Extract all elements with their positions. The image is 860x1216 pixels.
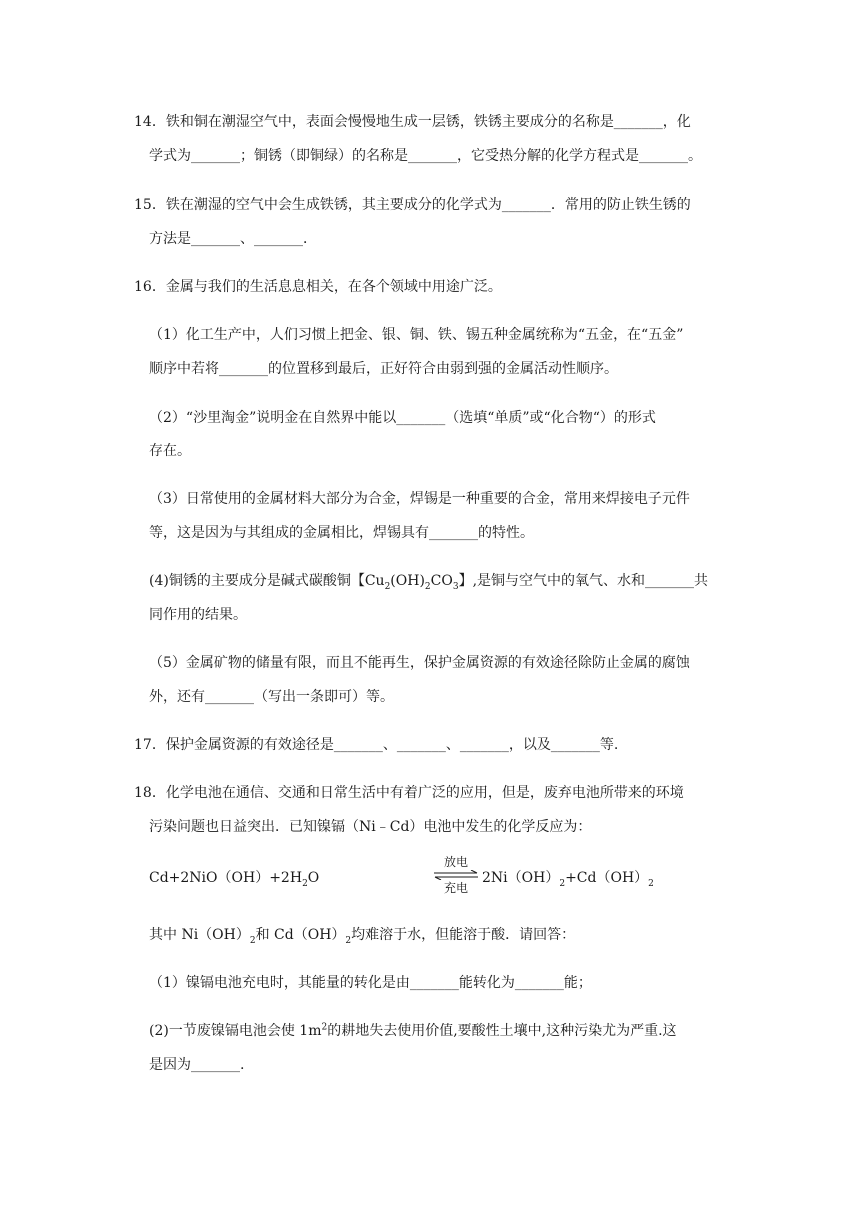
equation-left <box>149 868 319 888</box>
q18-note-text-b: 和 Cd（OH） <box>255 927 346 943</box>
q16-part5-line-2: 外，还有_______（写出一条即可）等。 <box>149 689 394 705</box>
q16-part4-line-1 <box>149 571 708 591</box>
q18-line-1: 18．化学电池在通信、交通和日常生活中有着广泛的应用，但是，废弃电池所带来的环境 <box>134 785 684 801</box>
q16-part4-text-b: (OH) <box>390 573 425 589</box>
equation-left-text-b: O <box>307 870 320 886</box>
q16-part4-sub-2: 2 <box>424 581 431 592</box>
q17-line-1: 17．保护金属资源的有效途径是_______、_______、_______，以及_______等. <box>134 737 619 753</box>
arrow-label-charge: 充电 <box>443 881 468 895</box>
q16-part4-sub-1: 2 <box>384 581 391 592</box>
q18-note-sub-1: 2 <box>249 935 256 946</box>
equation-right-text-a: 2Ni（OH） <box>482 870 560 886</box>
equilibrium-arrow-icon <box>432 870 480 880</box>
q18-part2-text-a: (2)一节废镍镉电池会使 1m <box>149 1023 322 1039</box>
q18-part2-text-b: 的耕地失去使用价值,要酸性土壤中,这种污染尤为严重.这 <box>327 1023 677 1039</box>
q14-line-2: 学式为_______；铜锈（即铜绿）的名称是_______，它受热分解的化学方程式是_______。 <box>149 148 702 164</box>
q18-line-2: 污染问题也日益突出．已知镍镉（Ni﹣Cd）电池中发生的化学反应为： <box>149 819 592 835</box>
q18-part2-line-1 <box>149 1021 677 1041</box>
q16-part5-line-1: （5）金属矿物的储量有限，而且不能再生，保护金属资源的有效途径除防止金属的腐蚀 <box>149 655 690 671</box>
q16-part3-line-2: 等，这是因为与其组成的金属相比，焊锡具有_______的特性。 <box>149 525 534 541</box>
equation-right-sub-1: 2 <box>559 878 566 889</box>
q16-part3-line-1: （3）日常使用的金属材料大部分为合金，焊锡是一种重要的合金，常用来焊接电子元件 <box>149 491 690 507</box>
q18-part2-sup: 2 <box>321 1022 328 1033</box>
q16-part2-line-1: （2）“沙里淘金”说明金在自然界中能以_______（选填“单质”或“化合物“）的形式 <box>149 410 656 426</box>
q18-note-sub-2: 2 <box>345 935 352 946</box>
reversible-arrow <box>432 855 480 895</box>
q18-note-text-a: 其中 Ni（OH） <box>149 927 250 943</box>
q16-part4-sub-3: 3 <box>452 581 459 592</box>
q18-part2-line-2: 是因为_______. <box>149 1057 245 1073</box>
q16-part1-line-2: 顺序中若将_______的位置移到最后，正好符合由弱到强的金属活动性顺序。 <box>149 361 618 377</box>
q18-part1: （1）镍镉电池充电时，其能量的转化是由_______能转化为_______能； <box>149 975 592 991</box>
q16-part4-text-d: 】,是铜与空气中的氧气、水和_______共 <box>458 573 709 589</box>
equation-left-text-a: Cd+2NiO（OH）+2H <box>149 870 303 886</box>
equation-left-sub: 2 <box>302 878 308 889</box>
arrow-label-discharge: 放电 <box>443 855 468 869</box>
equation-right <box>482 868 654 888</box>
q14-line-1: 14．铁和铜在潮湿空气中，表面会慢慢地生成一层锈，铁锈主要成分的名称是_______，化 <box>134 114 691 130</box>
q16-part4-line-2: 同作用的结果。 <box>149 607 247 623</box>
q15-line-1: 15．铁在潮湿的空气中会生成铁锈，其主要成分的化学式为_______．常用的防止铁生锈的 <box>134 197 691 213</box>
q15-line-2: 方法是_______、_______． <box>149 231 317 247</box>
q18-note <box>149 925 575 945</box>
q18-note-text-c: 均难溶于水，但能溶于酸．请回答： <box>351 927 576 943</box>
q16-part1-line-1: （1）化工生产中，人们习惯上把金、银、铜、铁、锡五种金属统称为“五金，在“五金” <box>149 327 684 343</box>
equation-right-sub-2: 2 <box>648 878 654 889</box>
q16-part4-text-c: CO <box>430 573 453 589</box>
q16-part2-line-2: 存在。 <box>149 443 191 459</box>
equation-right-text-b: +Cd（OH） <box>565 870 649 886</box>
q16-part4-text-a: (4)铜锈的主要成分是碱式碳酸铜【Cu <box>149 573 385 589</box>
q16-intro: 16．金属与我们的生活息息相关，在各个领域中用途广泛。 <box>134 279 502 295</box>
